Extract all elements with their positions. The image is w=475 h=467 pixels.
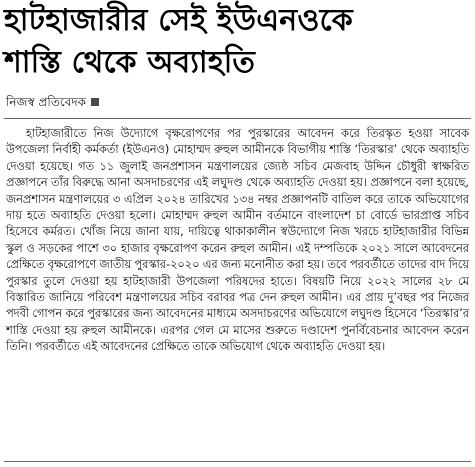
article-body: হাটহাজারীতে নিজ উদ্যোগে বৃক্ষরোপণের পর পুরস্কারের আবেদন করে তিরস্কৃত হওয়া সাবেক উপজেলা নির্বাহী কর্মকর্তা (ইউএনও) মোহাম্মদ রুহুল আমীনকে বিভাগীয় শাস্তি ‘তিরস্কার’ থেকে অব্যাহতি দেওয়া হয়েছে। গত ১১ জুলাই জনপ্রশাসন মন্ত্রণালয়ের জ্যেষ্ঠ সচিব মেজবাহ উদ্দিন চৌধুরী স্বাক্ষরিত প্রজ্ঞাপনে তাঁর বিরুদ্ধে আনা অসদাচরণের এই লঘুদণ্ড থেকে অব্যাহতি দেওয়া হয়। প্রজ্ঞাপনে বলা হয়েছে, জনপ্রশাসন মন্ত্রণালয়ের ৩ এপ্রিল ২০২৪ তারিখের ১৩৪ নম্বর প্রজ্ঞাপনটি বাতিল করে তাকে অভিযোগের দায় হতে অব্যাহতি দেওয়া হলো। মোহাম্মদ রুহুল আমীন বর্তমানে বাংলাদেশ চা বোর্ডে ভারপ্রাপ্ত সচিব হিসেবে কর্মরত। খোঁজ নিয়ে জানা যায়, দায়িত্বে থাকাকালীন স্বউদ্যোগে নিজ খরচে হাটহাজারীর বিভিন্ন স্কুল ও সড়কের পাশে ৩০ হাজার বৃক্ষরোপণ করেন রুহুল আমীন। এই দম্পতিকে ২০২১ সালে আবেদনের প্রেক্ষিতে বৃক্ষরোপণে জাতীয় পুরস্কার-২০২০ এর জন্য মনোনীত করা হয়। তবে পরবর্তীতে তাদের বাদ দিয়ে পুরস্কার তুলে দেওয়া হয় হাটহাজারী উপজেলা পরিষদের হাতে। বিষয়টি নিয়ে ২০২২ সালের ২৮ মে বিস্তারিত জানিয়ে পরিবেশ মন্ত্রণালয়ের সচিব বরাবর পত্র দেন রুহুল আমীন। এর প্রায় দু’বছর পর নিজের পদবী গোপন করে পুরস্কারের জন্য আবেদনের মাধ্যমে অসদাচরণের অভিযোগে লঘুদণ্ড হিসেবে ‘তিরস্কার’র শাস্তি দেওয়া হয় রুহুল আমীনকে। এরপর গেল মে মাসের শুরুতে দণ্ডাদেশ পুনর্বিবেচনার আবেদন করেন তিনি। পরবর্তীতে এই আবেদনের প্রেক্ষিতে তাকে অভিযোগ থেকে অব্যাহতি দেওয়া হয়। [6,127,469,354]
headline-line-1: হাটহাজারীর সেই ইউএনওকে [4,3,353,38]
byline-row [6,94,99,110]
bottom-divider [4,461,471,462]
top-divider [4,118,471,119]
byline: নিজস্ব প্রতিবেদক [6,95,87,109]
square-marker-icon [91,98,99,106]
headline-line-2: শাস্তি থেকে অব্যাহতি [4,45,256,80]
headline [4,0,471,84]
